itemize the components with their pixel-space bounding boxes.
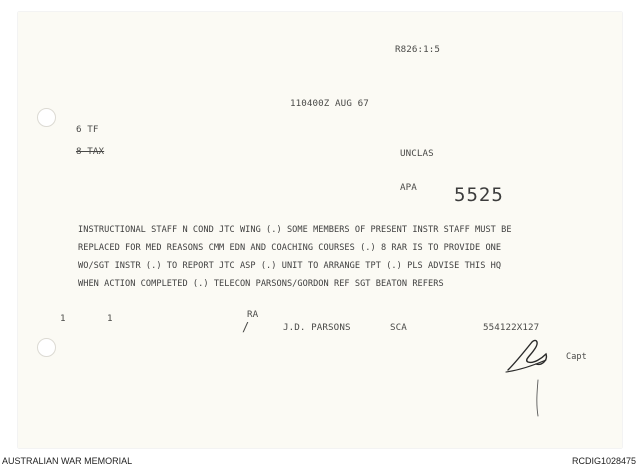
serial-number: 5525 <box>454 184 504 206</box>
message-line-1: INSTRUCTIONAL STAFF N COND JTC WING (.) SOME MEMBERS OF PRESENT INSTR STAFF MUST BE <box>78 225 512 235</box>
reference-number: R826:1:5 <box>395 44 441 55</box>
punch-hole-bottom <box>37 338 56 357</box>
struck-addressee: 8 TAX <box>76 146 105 157</box>
message-line-2: REPLACED FOR MED REASONS CMM EDN AND COACHING COURSES (.) 8 RAR IS TO PROVIDE ONE <box>78 243 502 253</box>
signed-dtg: 554122X127 <box>483 322 540 333</box>
classification: UNCLAS <box>400 148 434 159</box>
slash-mark: / <box>242 320 250 334</box>
handwritten-signature <box>502 330 572 420</box>
date-time-group: 110400Z AUG 67 <box>290 98 369 109</box>
footer-source: AUSTRALIAN WAR MEMORIAL <box>2 456 133 466</box>
copy-count-right: 1 <box>107 313 113 324</box>
signatory-rank: Capt <box>566 352 587 362</box>
serial-prefix: APA <box>400 182 417 193</box>
signatory-appointment: SCA <box>390 322 407 333</box>
signatory-name: J.D. PARSONS <box>283 322 351 333</box>
addressee: 6 TF <box>76 124 99 135</box>
release-mark: RA <box>247 309 259 320</box>
document-page <box>18 12 622 448</box>
message-line-3: WO/SGT INSTR (.) TO REPORT JTC ASP (.) UNIT TO ARRANGE TPT (.) PLS ADVISE THIS HQ <box>78 261 502 271</box>
punch-hole-top <box>37 108 56 127</box>
footer-catalogue-id: RCDIG1028475 <box>571 456 636 466</box>
copy-count-left: 1 <box>60 313 66 324</box>
message-line-4: WHEN ACTION COMPLETED (.) TELECON PARSONS/GORDON REF SGT BEATON REFERS <box>78 279 444 289</box>
